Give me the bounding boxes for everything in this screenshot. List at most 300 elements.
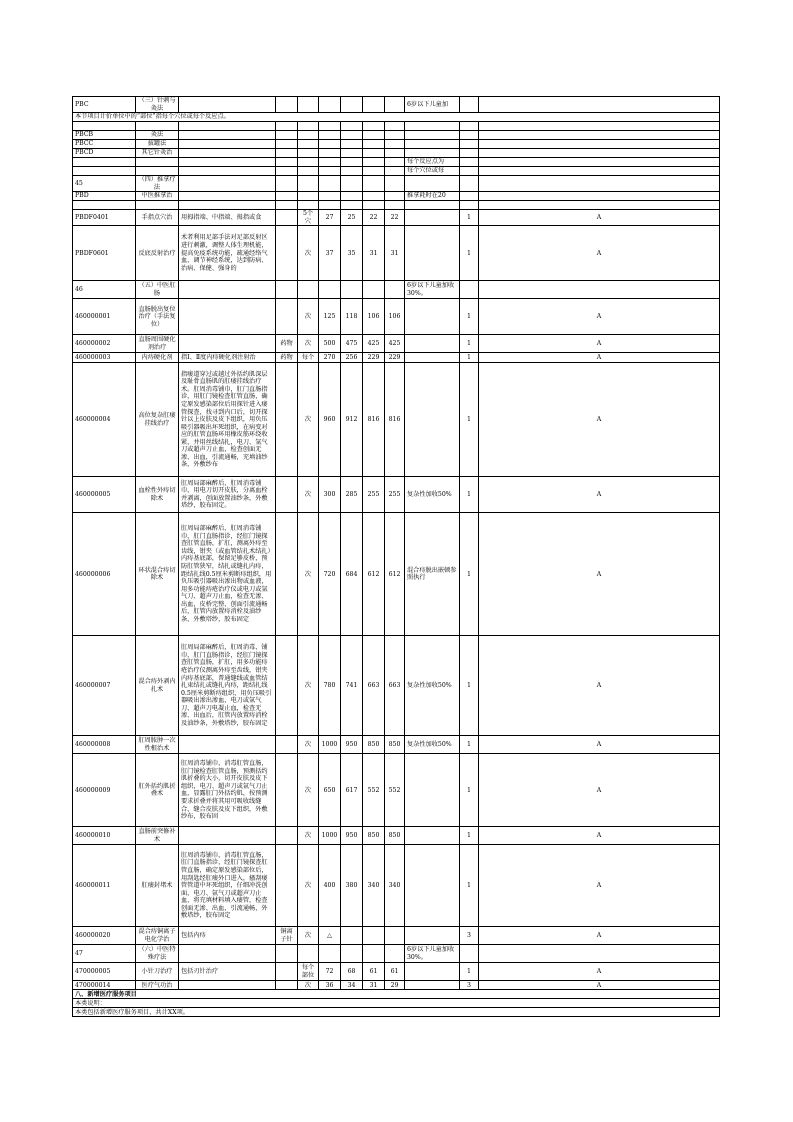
extra-cell: [479, 131, 720, 140]
item-code-cell: PBC: [73, 97, 136, 113]
unit-cell: 次: [298, 736, 319, 754]
price-level4-cell: 425: [385, 335, 405, 353]
unit-cell: [298, 176, 319, 192]
price-level1-cell: 720: [319, 513, 341, 636]
table-row: [73, 176, 720, 192]
price-level3-cell: 850: [363, 736, 385, 754]
unit-cell: 5个穴: [298, 210, 319, 226]
note-cell: [405, 363, 460, 477]
table-row: [73, 999, 720, 1008]
note-cell: [405, 131, 460, 140]
extra-cell: [479, 149, 720, 158]
item-code-cell: 460000002: [73, 335, 136, 353]
category-cell: 3: [460, 927, 479, 945]
unit-cell: [298, 281, 319, 299]
item-code-cell: 460000010: [73, 827, 136, 845]
item-content-cell: 包括内痔: [179, 927, 276, 945]
item-code-cell: 46: [73, 281, 136, 299]
note-cell: [405, 335, 460, 353]
price-level1-cell: [319, 201, 341, 210]
item-name-cell: [136, 201, 179, 210]
item-name-cell: 血栓性外痔切除术: [136, 477, 179, 513]
price-level2-cell: 684: [341, 513, 363, 636]
extra-cell: [479, 167, 720, 176]
price-level3-cell: [363, 176, 385, 192]
note-cell: 复杂性加收50%: [405, 636, 460, 736]
table-row: [73, 226, 720, 281]
excluded-content-cell: [276, 201, 298, 210]
note-cell: [405, 353, 460, 363]
extra-cell: A: [479, 845, 720, 927]
category-cell: [460, 281, 479, 299]
item-name-cell: [136, 122, 179, 131]
note-cell: [405, 140, 460, 149]
price-level4-cell: [385, 149, 405, 158]
item-name-cell: [136, 167, 179, 176]
note-cell: [405, 299, 460, 335]
price-level3-cell: [363, 927, 385, 945]
category-cell: [460, 122, 479, 131]
price-level1-cell: 400: [319, 845, 341, 927]
table-row: [73, 1008, 720, 1017]
unit-cell: 次: [298, 927, 319, 945]
unit-cell: [298, 149, 319, 158]
unit-cell: 次: [298, 636, 319, 736]
unit-cell: 次: [298, 477, 319, 513]
excluded-content-cell: [276, 636, 298, 736]
price-level3-cell: 31: [363, 981, 385, 990]
price-level1-cell: [319, 140, 341, 149]
price-level4-cell: [385, 158, 405, 167]
item-content-cell: [179, 192, 276, 201]
item-name-cell: 灸法: [136, 131, 179, 140]
unit-cell: [298, 192, 319, 201]
price-level1-cell: 300: [319, 477, 341, 513]
price-level4-cell: 255: [385, 477, 405, 513]
price-level2-cell: [341, 281, 363, 299]
item-code-cell: 460000001: [73, 299, 136, 335]
item-code-cell: [73, 201, 136, 210]
price-level2-cell: [341, 131, 363, 140]
item-content-cell: [179, 736, 276, 754]
price-level2-cell: 118: [341, 299, 363, 335]
item-code-cell: PBCC: [73, 140, 136, 149]
section-note-cell: 本节项目计价单位中的“部位”指每个穴位或每个反应点。: [73, 113, 720, 122]
price-level4-cell: 816: [385, 363, 405, 477]
extra-cell: A: [479, 754, 720, 827]
item-content-cell: [179, 335, 276, 353]
price-level3-cell: 663: [363, 636, 385, 736]
table-row: [73, 281, 720, 299]
price-level1-cell: 270: [319, 353, 341, 363]
item-content-cell: [179, 122, 276, 131]
table-row: [73, 158, 720, 167]
item-code-cell: 470000005: [73, 963, 136, 981]
category-cell: 1: [460, 226, 479, 281]
unit-cell: [298, 140, 319, 149]
table-row: [73, 990, 720, 999]
price-level2-cell: 256: [341, 353, 363, 363]
price-level2-cell: [341, 945, 363, 963]
table-row: [73, 927, 720, 945]
price-level2-cell: 741: [341, 636, 363, 736]
price-level2-cell: [341, 149, 363, 158]
price-level1-cell: 36: [319, 981, 341, 990]
price-level2-cell: 950: [341, 736, 363, 754]
price-level2-cell: 285: [341, 477, 363, 513]
price-level2-cell: [341, 167, 363, 176]
item-name-cell: 混合痔外剥内扎术: [136, 636, 179, 736]
price-level4-cell: [385, 927, 405, 945]
excluded-content-cell: [276, 845, 298, 927]
extra-cell: [479, 97, 720, 113]
note-cell: 复杂性加收50%: [405, 736, 460, 754]
table-row: [73, 210, 720, 226]
extra-cell: A: [479, 513, 720, 636]
price-level1-cell: 500: [319, 335, 341, 353]
category-cell: [460, 192, 479, 201]
unit-cell: [298, 97, 319, 113]
price-level1-cell: 650: [319, 754, 341, 827]
price-level3-cell: 22: [363, 210, 385, 226]
price-level2-cell: 68: [341, 963, 363, 981]
item-content-cell: [179, 149, 276, 158]
note-cell: [405, 210, 460, 226]
item-content-cell: [179, 140, 276, 149]
item-code-cell: [73, 158, 136, 167]
price-level4-cell: 229: [385, 353, 405, 363]
item-name-cell: 混合痔铜离子电化学治: [136, 927, 179, 945]
category-cell: [460, 176, 479, 192]
item-name-cell: 肛瘘封堵术: [136, 845, 179, 927]
category-cell: 1: [460, 353, 479, 363]
category-cell: 1: [460, 477, 479, 513]
unit-cell: [298, 131, 319, 140]
price-level4-cell: 22: [385, 210, 405, 226]
table-row: [73, 192, 720, 201]
extra-cell: [479, 158, 720, 167]
price-level4-cell: 29: [385, 981, 405, 990]
unit-cell: [298, 945, 319, 963]
extra-cell: A: [479, 827, 720, 845]
item-content-cell: [179, 827, 276, 845]
item-content-cell: 用拇指端、中指端、拇指或食: [179, 210, 276, 226]
item-name-cell: 直肠前突修补术: [136, 827, 179, 845]
unit-cell: 次: [298, 363, 319, 477]
price-level4-cell: 106: [385, 299, 405, 335]
price-level2-cell: [341, 97, 363, 113]
price-level2-cell: 475: [341, 335, 363, 353]
table-row: [73, 299, 720, 335]
extra-cell: A: [479, 477, 720, 513]
excluded-content-cell: [276, 192, 298, 201]
item-content-cell: [179, 131, 276, 140]
excluded-content-cell: [276, 736, 298, 754]
item-content-cell: 指Ⅰ、Ⅱ度内痔硬化剂注射治: [179, 353, 276, 363]
category-cell: [460, 158, 479, 167]
price-level1-cell: 72: [319, 963, 341, 981]
item-content-cell: 肛周局部麻醉后，肛周消毒铺巾，用电刀切开皮肤，分离血栓并剥离，创面放置油纱条，外敷塔纱，胶布固定。: [179, 477, 276, 513]
category-cell: 1: [460, 636, 479, 736]
unit-cell: 次: [298, 299, 319, 335]
note-cell: [405, 176, 460, 192]
extra-cell: [479, 192, 720, 201]
table-row: [73, 122, 720, 131]
note-cell: 每个穴位或每: [405, 167, 460, 176]
extra-cell: A: [479, 353, 720, 363]
item-content-cell: [179, 97, 276, 113]
price-level3-cell: 552: [363, 754, 385, 827]
category-cell: 1: [460, 363, 479, 477]
price-level3-cell: [363, 945, 385, 963]
note-cell: [405, 149, 460, 158]
note-cell: 复杂性加收50%: [405, 477, 460, 513]
item-name-cell: 手指点穴治: [136, 210, 179, 226]
price-level4-cell: 850: [385, 827, 405, 845]
extra-cell: A: [479, 927, 720, 945]
item-code-cell: PBD: [73, 192, 136, 201]
note-cell: [405, 201, 460, 210]
item-code-cell: 460000009: [73, 754, 136, 827]
unit-cell: 次: [298, 513, 319, 636]
item-name-cell: 其它针灸治: [136, 149, 179, 158]
item-name-cell: 内痔硬化剂: [136, 353, 179, 363]
extra-cell: [479, 281, 720, 299]
item-name-cell: 反底反射治疗: [136, 226, 179, 281]
price-level3-cell: 229: [363, 353, 385, 363]
note-cell: [405, 122, 460, 131]
price-level2-cell: 380: [341, 845, 363, 927]
price-level3-cell: 31: [363, 226, 385, 281]
price-level3-cell: 255: [363, 477, 385, 513]
price-level3-cell: 850: [363, 827, 385, 845]
category-cell: 1: [460, 513, 479, 636]
table-row: [73, 945, 720, 963]
extra-cell: A: [479, 981, 720, 990]
item-code-cell: 460000004: [73, 363, 136, 477]
table-row: [73, 963, 720, 981]
item-content-cell: 肛周局部麻醉后，肛周消毒铺巾，肛门直肠指诊，经肛门镜探查肛管直肠，扩肛，测离外痔至齿线，钳夹（或血管结扎术结扎）内痔基底部，保留足够皮桥，预防肛管狭窄，结扎或缝扎内痔，距结扎线0.5厘米剪断痔组织，用负压吸引器吸出渗出物或血液，用多功能痔疮治疗仪或电刀或氩气刀、超声刀止血，检查无渗、出血，皮桥完整，创面引流通畅后，肛管内放置痔消栓及油纱条，外敷塔纱，胶布固定: [179, 513, 276, 636]
category-cell: [460, 140, 479, 149]
price-level1-cell: 960: [319, 363, 341, 477]
item-name-cell: 环状混合痔切除术: [136, 513, 179, 636]
excluded-content-cell: 药物: [276, 335, 298, 353]
section-note-cell: 本类包括新增医疗服务项目，共计XX项。: [73, 1008, 720, 1017]
item-content-cell: [179, 281, 276, 299]
item-content-cell: 肛周局部麻醉后，肛周消毒、铺巾，肛门直肠指诊，经肛门镜探查肛管直肠，扩肛，用多功能痔疮治疗仪测离外痔至齿线，钳夹内痔基底部，普通缝线或血管结扎束结扎或缝扎内痔，距结扎线0.5厘米剪断痔组织，用负压吸引器吸出渗出渗血，电刀或氩气刀、超声刀电凝止血，检查无渗、出血后，肛管内放置痔消栓及油纱条，外敷塔纱，胶布固定: [179, 636, 276, 736]
table-row: [73, 113, 720, 122]
item-content-cell: [179, 981, 276, 990]
unit-cell: 次: [298, 335, 319, 353]
category-cell: 1: [460, 827, 479, 845]
note-cell: [405, 845, 460, 927]
unit-cell: [298, 201, 319, 210]
note-cell: 混合痔脱出嵌顿参照执行: [405, 513, 460, 636]
item-name-cell: 肛周脓肿一次性根治术: [136, 736, 179, 754]
price-level2-cell: 617: [341, 754, 363, 827]
price-level4-cell: [385, 945, 405, 963]
price-level3-cell: [363, 167, 385, 176]
price-level4-cell: [385, 97, 405, 113]
section-note-cell: 本类说明：: [73, 999, 720, 1008]
table-row: [73, 97, 720, 113]
item-content-cell: [179, 201, 276, 210]
excluded-content-cell: [276, 122, 298, 131]
item-code-cell: 460000011: [73, 845, 136, 927]
price-level1-cell: 27: [319, 210, 341, 226]
price-level3-cell: 61: [363, 963, 385, 981]
note-cell: [405, 754, 460, 827]
excluded-content-cell: [276, 176, 298, 192]
table-row: [73, 363, 720, 477]
excluded-content-cell: [276, 363, 298, 477]
item-content-cell: 包括刃针治疗: [179, 963, 276, 981]
price-level4-cell: [385, 281, 405, 299]
price-level2-cell: 950: [341, 827, 363, 845]
category-cell: 1: [460, 299, 479, 335]
item-name-cell: 拔罐法: [136, 140, 179, 149]
excluded-content-cell: [276, 97, 298, 113]
extra-cell: [479, 945, 720, 963]
category-cell: 3: [460, 981, 479, 990]
item-content-cell: 肛周消毒铺巾，消毒肛管直肠，肛门直肠指诊，经肛门镜探查肛管直肠，确定原发感染部位后，用刮匙经肛瘘外口进入，搔刮瘘管管道中坏死组织，仔细冲洗创面，电刀、氩气刀或超声刀止血，将充填材料填入瘘管，检查创面无渗、出血，引流通畅，外敷塔纱，胶布固定: [179, 845, 276, 927]
price-level1-cell: 1000: [319, 827, 341, 845]
price-level2-cell: [341, 122, 363, 131]
item-code-cell: PBDF0601: [73, 226, 136, 281]
price-level4-cell: 552: [385, 754, 405, 827]
price-level1-cell: 780: [319, 636, 341, 736]
table-row: [73, 754, 720, 827]
price-level3-cell: [363, 201, 385, 210]
price-level1-cell: 37: [319, 226, 341, 281]
category-cell: 1: [460, 963, 479, 981]
item-name-cell: 小针刀治疗: [136, 963, 179, 981]
excluded-content-cell: [276, 945, 298, 963]
table-row: [73, 140, 720, 149]
unit-cell: 次: [298, 981, 319, 990]
price-table: [72, 96, 720, 1017]
excluded-content-cell: [276, 149, 298, 158]
extra-cell: A: [479, 226, 720, 281]
item-name-cell: 直肠脱出复位治疗（手法复位）: [136, 299, 179, 335]
excluded-content-cell: [276, 167, 298, 176]
price-level4-cell: 850: [385, 736, 405, 754]
extra-cell: A: [479, 210, 720, 226]
table-row: [73, 736, 720, 754]
excluded-content-cell: [276, 210, 298, 226]
table-row: [73, 149, 720, 158]
item-code-cell: PBDF0401: [73, 210, 136, 226]
price-level4-cell: [385, 192, 405, 201]
note-cell: 推拿耗时在20: [405, 192, 460, 201]
table-row: [73, 335, 720, 353]
item-content-cell: [179, 299, 276, 335]
price-level1-cell: [319, 945, 341, 963]
unit-cell: 次: [298, 226, 319, 281]
item-code-cell: [73, 122, 136, 131]
price-level4-cell: 61: [385, 963, 405, 981]
item-name-cell: （六）中医特殊疗法: [136, 945, 179, 963]
table-row: [73, 131, 720, 140]
price-level3-cell: [363, 192, 385, 201]
item-content-cell: 术者利用足部手法对足部反射区进行刺激，调整人体生理机能，提高免疫系统功能，疏通经络气血，调节神经系统，达到防病、治病、保健、强身的: [179, 226, 276, 281]
price-level2-cell: [341, 192, 363, 201]
price-level2-cell: 25: [341, 210, 363, 226]
item-code-cell: 45: [73, 176, 136, 192]
price-level4-cell: 31: [385, 226, 405, 281]
price-level4-cell: [385, 122, 405, 131]
price-level4-cell: [385, 131, 405, 140]
unit-cell: 次: [298, 754, 319, 827]
excluded-content-cell: [276, 131, 298, 140]
price-level1-cell: 125: [319, 299, 341, 335]
item-content-cell: [179, 945, 276, 963]
unit-cell: [298, 122, 319, 131]
item-code-cell: 470000014: [73, 981, 136, 990]
unit-cell: [298, 158, 319, 167]
price-level1-cell: [319, 158, 341, 167]
item-code-cell: PBCD: [73, 149, 136, 158]
note-cell: 6岁以下儿童加收30%。: [405, 281, 460, 299]
excluded-content-cell: [276, 754, 298, 827]
price-level3-cell: [363, 149, 385, 158]
unit-cell: 次: [298, 827, 319, 845]
excluded-content-cell: [276, 981, 298, 990]
excluded-content-cell: [276, 827, 298, 845]
note-cell: 6岁以下儿童加: [405, 97, 460, 113]
price-level2-cell: 912: [341, 363, 363, 477]
item-name-cell: 肛外括约肌折叠术: [136, 754, 179, 827]
price-level3-cell: [363, 97, 385, 113]
item-code-cell: 460000006: [73, 513, 136, 636]
note-cell: [405, 927, 460, 945]
note-cell: [405, 827, 460, 845]
price-level2-cell: [341, 140, 363, 149]
price-level2-cell: [341, 201, 363, 210]
price-level4-cell: 663: [385, 636, 405, 736]
price-level1-cell: [319, 97, 341, 113]
note-cell: [405, 226, 460, 281]
table-row: [73, 477, 720, 513]
price-level2-cell: 35: [341, 226, 363, 281]
price-level3-cell: [363, 158, 385, 167]
table-row: [73, 636, 720, 736]
excluded-content-cell: [276, 140, 298, 149]
extra-cell: A: [479, 636, 720, 736]
item-name-cell: 医疗气功治: [136, 981, 179, 990]
item-code-cell: [73, 167, 136, 176]
excluded-content-cell: [276, 477, 298, 513]
unit-cell: 每个部位: [298, 963, 319, 981]
price-level3-cell: [363, 281, 385, 299]
item-content-cell: [179, 167, 276, 176]
item-name-cell: （四）推拿疗法: [136, 176, 179, 192]
price-table-body: [73, 97, 720, 1017]
category-cell: [460, 131, 479, 140]
excluded-content-cell: 铜离子针: [276, 927, 298, 945]
item-name-cell: （五）中医肛肠: [136, 281, 179, 299]
extra-cell: A: [479, 299, 720, 335]
section-note-cell: 八、新增医疗服务项目: [73, 990, 720, 999]
category-cell: 1: [460, 335, 479, 353]
item-content-cell: 肛周消毒铺巾，消毒肛管直肠，肛门镜检查肛管直肠，预测括约肌折叠的大小，切开皮肤及皮下组织，电刀、超声刀或氩气刀止血，显露肛门外括约肌，按预测要求折叠并将其用可吸收线缝合，缝合皮肤及皮下组织，外敷纱布，胶布固: [179, 754, 276, 827]
price-level4-cell: [385, 176, 405, 192]
item-name-cell: [136, 158, 179, 167]
item-name-cell: 高位复杂肛瘘挂线治疗: [136, 363, 179, 477]
note-cell: 6岁以下儿童加收30%。: [405, 945, 460, 963]
price-level2-cell: [341, 927, 363, 945]
table-row: [73, 513, 720, 636]
